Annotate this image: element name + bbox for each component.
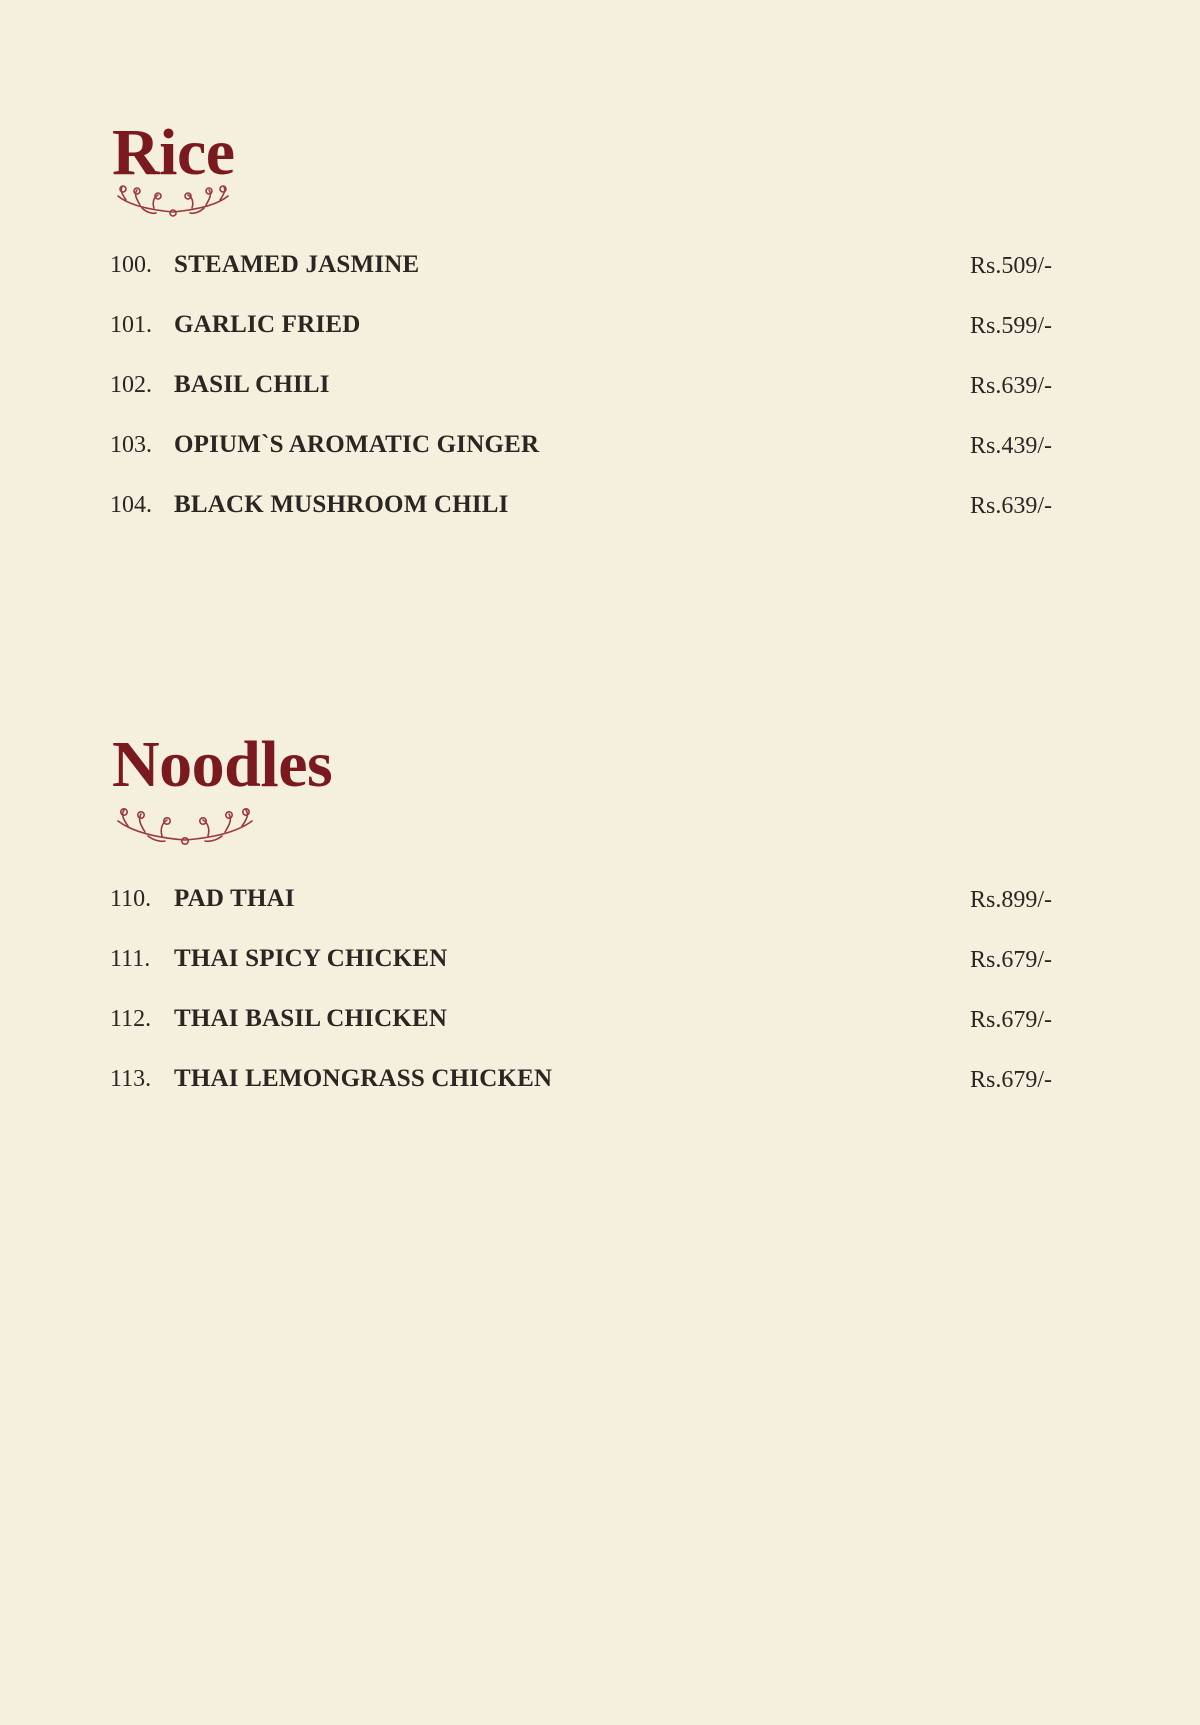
item-number: 101. [110, 312, 152, 338]
item-price: Rs.679/- [970, 1007, 1053, 1033]
item-name: PAD THAI [174, 885, 295, 912]
item-number: 111. [110, 946, 151, 972]
item-name: STEAMED JASMINE [174, 251, 420, 278]
menu-item [0, 1003, 1200, 1063]
section-title: Noodles [112, 728, 333, 801]
menu-item [0, 249, 1200, 309]
item-name: THAI SPICY CHICKEN [174, 945, 448, 972]
item-number: 102. [110, 372, 152, 398]
menu-item [0, 943, 1200, 1003]
item-price: Rs.639/- [970, 373, 1053, 399]
item-name: GARLIC FRIED [174, 311, 361, 338]
item-price: Rs.509/- [970, 253, 1053, 279]
item-number: 103. [110, 432, 152, 458]
item-number: 100. [110, 252, 152, 278]
item-number: 113. [110, 1066, 152, 1092]
item-number: 104. [110, 492, 152, 518]
menu-item [0, 1063, 1200, 1123]
item-name: THAI BASIL CHICKEN [174, 1005, 448, 1032]
menu-item [0, 309, 1200, 369]
item-number: 112. [110, 1006, 152, 1032]
menu-item [0, 883, 1200, 943]
leaf-branch-ornament-icon [112, 807, 258, 849]
menu-item [0, 369, 1200, 429]
item-price: Rs.679/- [970, 1067, 1053, 1093]
item-price: Rs.439/- [970, 433, 1053, 459]
item-name: OPIUM`S AROMATIC GINGER [174, 431, 540, 458]
item-number: 110. [110, 886, 152, 912]
item-price: Rs.679/- [970, 947, 1053, 973]
item-name: BASIL CHILI [174, 371, 330, 398]
menu-item [0, 429, 1200, 489]
item-price: Rs.639/- [970, 493, 1053, 519]
item-name: BLACK MUSHROOM CHILI [174, 491, 509, 518]
menu-item-list [0, 883, 1200, 1123]
item-name: THAI LEMONGRASS CHICKEN [174, 1065, 553, 1092]
item-price: Rs.899/- [970, 887, 1053, 913]
menu-item-list [0, 249, 1200, 549]
section-title: Rice [112, 116, 235, 189]
menu-item [0, 489, 1200, 549]
item-price: Rs.599/- [970, 313, 1053, 339]
leaf-branch-ornament-icon [112, 184, 234, 220]
